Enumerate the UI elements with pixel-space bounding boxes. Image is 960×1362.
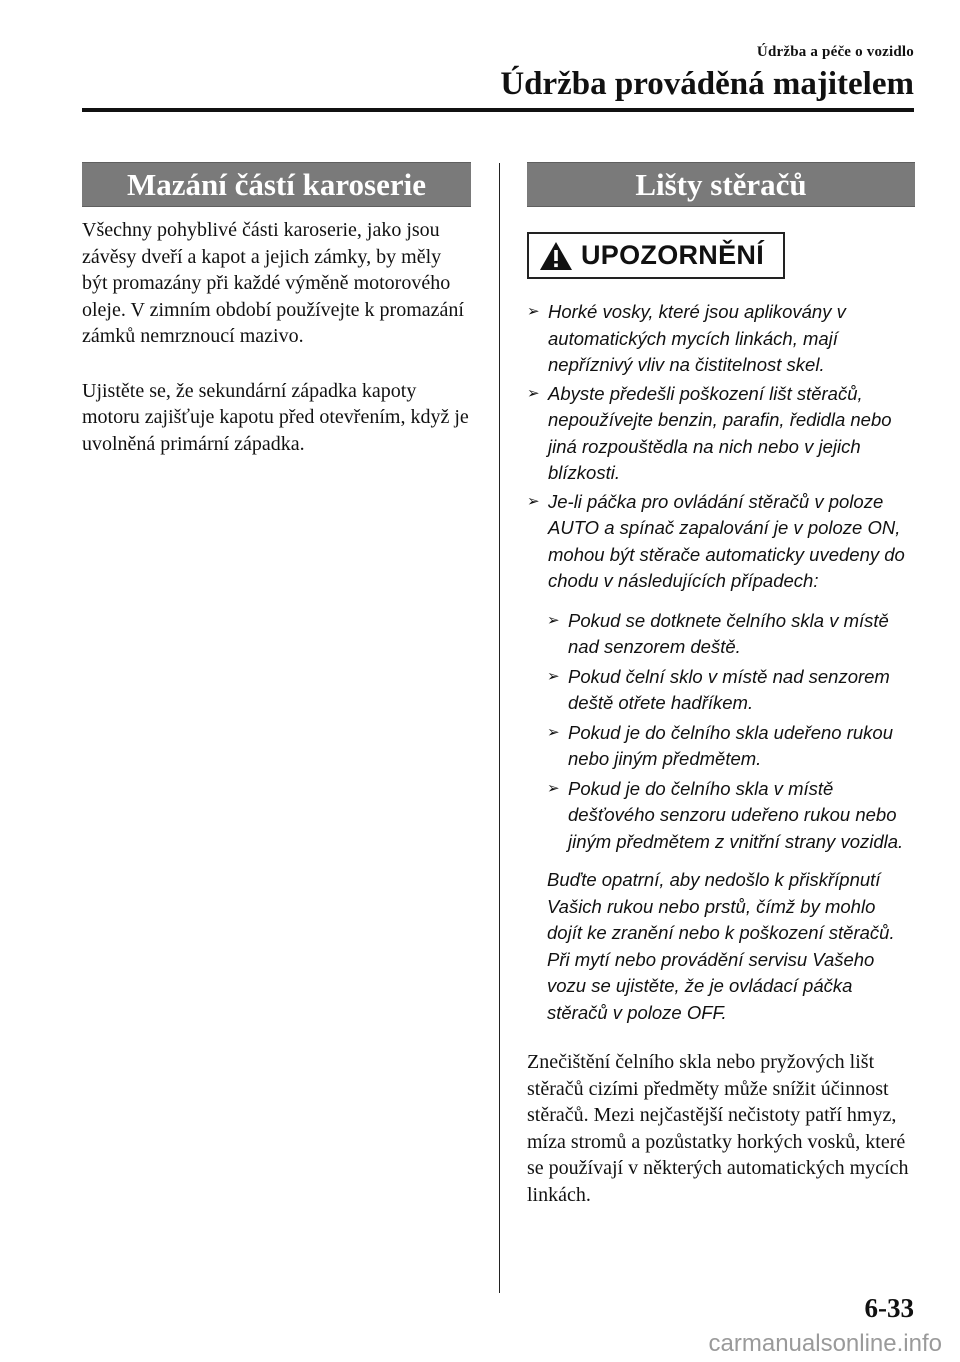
- section-title: Údržba prováděná majitelem: [500, 66, 914, 102]
- wiper-dirt-paragraph: Znečištění čelního skla nebo pryžových lišt stěračů cizími předměty může snížit účinnost stěračů. Mezi nejčastější nečistoty patří hmyz, míza stromů a pozůstatky horkých vosků, které se používají v některých automatických mycích linkách.: [527, 1051, 909, 1206]
- watermark: carmanualsonline.info: [708, 1330, 942, 1357]
- case-item: [547, 776, 915, 856]
- wiper-blades-heading: Lišty stěračů: [527, 162, 915, 207]
- column-divider: [499, 163, 500, 1293]
- caution-item-text: Je-li páčka pro ovládání stěračů v poloze AUTO a spínač zapalování je v poloze ON, mohou být stěrače automaticky uvedeny do chodu v následujících případech:: [548, 490, 905, 591]
- arrow-bullet-icon: ➢: [547, 667, 560, 685]
- left-column: [82, 162, 471, 457]
- caution-item: [527, 381, 915, 487]
- lubrication-paragraph: Všechny pohyblivé části karoserie, jako jsou závěsy dveří a kapot a jejich zámky, by měly být promazány při každé výměně motorového oleje. V zimním období používejte k promazání zámků nemrznoucí mazivo.: [82, 219, 464, 347]
- hood-latch-paragraph: Ujistěte se, že sekundární západka kapoty motoru zajišťuje kapotu před otevřením, když je uvolněná primární západka.: [82, 379, 469, 455]
- caution-box: [527, 232, 785, 279]
- case-item-text: Pokud čelní sklo v místě nad senzorem deště otřete hadříkem.: [568, 665, 890, 713]
- arrow-bullet-icon: ➢: [547, 723, 560, 741]
- case-item: [547, 608, 915, 661]
- caution-note: Buďte opatrní, aby nedošlo k přiskřípnutí Vašich rukou nebo prstů, čímž by mohlo dojít ke zranění nebo k poškození stěračů. Při mytí nebo provádění servisu Vašeho vozu se ujistěte, že je ovládací páčka stěračů v poloze OFF.: [547, 869, 895, 1023]
- case-item-text: Pokud je do čelního skla udeřeno rukou nebo jiným předmětem.: [568, 721, 893, 769]
- case-item: [547, 664, 915, 717]
- chapter-title: Údržba a péče o vozidlo: [756, 44, 914, 60]
- case-item-text: Pokud je do čelního skla v místě dešťového senzoru udeřeno rukou nebo jiným předmětem z vnitřní strany vozidla.: [568, 777, 904, 852]
- arrow-bullet-icon: ➢: [527, 384, 540, 402]
- right-column: [527, 162, 915, 1208]
- arrow-bullet-icon: ➢: [547, 611, 560, 629]
- page-number: 6-33: [864, 1293, 914, 1323]
- caution-item: [527, 489, 915, 595]
- caution-list: [527, 299, 915, 595]
- body-lubrication-heading: Mazání částí karoserie: [82, 162, 471, 207]
- warning-triangle-icon: [539, 241, 573, 271]
- header-rule: [82, 108, 914, 112]
- case-item-text: Pokud se dotknete čelního skla v místě nad senzorem deště.: [568, 609, 889, 657]
- case-item: [547, 720, 915, 773]
- arrow-bullet-icon: ➢: [527, 303, 540, 320]
- arrow-bullet-icon: ➢: [547, 779, 560, 797]
- caution-item-text: Abyste předešli poškození lišt stěračů, nepoužívejte benzin, parafin, ředidla nebo jiná rozpouštědla na nich nebo v jejich blízkosti.: [548, 382, 892, 483]
- caution-item: [527, 299, 915, 379]
- page-header: [80, 44, 914, 104]
- caution-label: UPOZORNĚNÍ: [581, 240, 765, 270]
- auto-wiper-cases-list: [547, 608, 915, 856]
- caution-item-text: Horké vosky, které jsou aplikovány v automatických mycích linkách, mají nepříznivý vliv na čistitelnost skel.: [548, 301, 846, 375]
- arrow-bullet-icon: ➢: [527, 492, 540, 510]
